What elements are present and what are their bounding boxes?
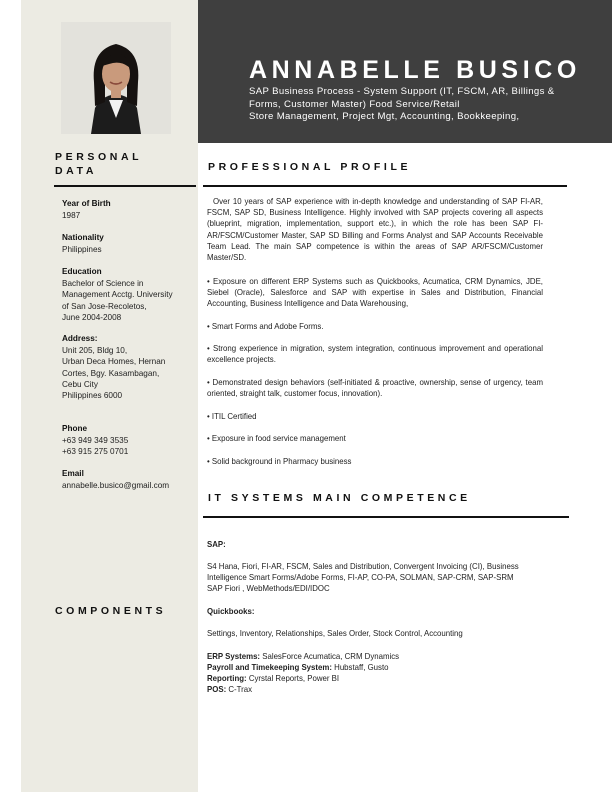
nationality-value: Philippines <box>62 245 102 254</box>
address-line: Urban Deca Homes, Hernan <box>62 357 166 367</box>
address-value <box>62 345 165 401</box>
profile-bullet: • ITIL Certified <box>207 412 257 421</box>
education-line: Bachelor of Science in <box>62 279 144 288</box>
payroll-value: Hubstaff, Gusto <box>331 663 389 672</box>
divider <box>203 516 569 518</box>
sap-label: SAP: <box>207 540 226 549</box>
payroll-label: Payroll and Timekeeping System: <box>207 663 332 672</box>
education-line: June 2004-2008 <box>62 312 122 322</box>
divider <box>54 185 196 187</box>
profile-bullet: • Exposure on different ERP Systems such as Quickbooks, Acumatica, CRM Dynamics, JDE, Siebel (Oracle), Salesforce and SAP with expertise in Sales and Distribution, Financial Accounting, Business Intelligence and Data Warehousing, <box>207 277 543 309</box>
pos-value: C-Trax <box>226 685 253 694</box>
pos-line <box>207 684 547 695</box>
education-line: Management Acctg. University <box>62 290 173 300</box>
phone-label: Phone <box>62 424 88 433</box>
address-line: Philippines 6000 <box>62 391 123 401</box>
erp-value: SalesForce Acumatica, CRM Dynamics <box>260 652 400 661</box>
it-competence-heading: IT SYSTEMS MAIN COMPETENCE <box>208 492 471 504</box>
sap-skills <box>207 561 547 595</box>
nationality-label: Nationality <box>62 233 104 242</box>
erp-systems-line <box>207 651 547 662</box>
headline-line: SAP Business Process - System Support (IT, FSCM, AR, Billings & Forms, Customer Master) Food Service/Retail <box>249 86 555 110</box>
year-of-birth-value: 1987 <box>62 211 81 220</box>
address-line: Cortes, Bgy. Kasambagan, <box>62 368 160 378</box>
phone-number: +63 949 349 3535 <box>62 436 129 445</box>
reporting-label: Reporting: <box>207 674 247 683</box>
profile-intro: Over 10 years of SAP experience with in-depth knowledge and understanding of SAP FI-AR, FSCM, SAP SD, Business Intelligence. Highly involved with SAP projects covering all aspects (blueprint, migration, implementation, support etc.), in which the role has been SAP FI-AR/FSCM/Customer Master, SAP SD Billing and Forms Analyst and SAP Accounts Receivable Team Lead. The main SAP competence is within the areas of SAP AR/FSCM/Customer Master/SD. <box>207 197 543 263</box>
profile-bullet: • Demonstrated design behaviors (self-initiated & proactive, ownership, sense of urgency, team oriented, straight talk, customer focus, innovation). <box>207 378 543 399</box>
education-value <box>62 278 173 323</box>
headline <box>249 86 579 124</box>
professional-profile-heading: PROFESSIONAL PROFILE <box>208 161 412 173</box>
profile-bullet: • Strong experience in migration, system integration, continuous improvement and operational excellence projects. <box>207 344 543 365</box>
phone-number: +63 915 275 0701 <box>62 447 129 457</box>
portrait-illustration <box>61 22 171 134</box>
profile-bullet: • Exposure in food service management <box>207 434 346 443</box>
divider <box>203 185 567 187</box>
quickbooks-label: Quickbooks: <box>207 607 255 616</box>
year-of-birth-label: Year of Birth <box>62 199 111 208</box>
sap-skill-line: S4 Hana, Fiori, FI-AR, FSCM, Sales and Distribution, Convergent Invoicing (CI), Business <box>207 562 519 571</box>
phone-value <box>62 435 128 458</box>
erp-label: ERP Systems: <box>207 652 261 661</box>
quickbooks-skills: Settings, Inventory, Relationships, Sales Order, Stock Control, Accounting <box>207 629 463 638</box>
personal-data-heading <box>55 150 142 178</box>
pos-label: POS: <box>207 685 227 694</box>
email-value: annabelle.busico@gmail.com <box>62 481 170 490</box>
profile-photo <box>61 22 171 134</box>
sap-skill-line: Intelligence Smart Forms/Adobe Forms, FI-AP, CO-PA, SOLMAN, SAP-CRM, SAP-SRM <box>207 573 514 583</box>
profile-bullet: • Solid background in Pharmacy business <box>207 457 352 466</box>
address-label: Address: <box>62 334 98 343</box>
sap-skill-line: SAP Fiori , WebMethods/EDI/IDOC <box>207 584 330 594</box>
heading-line: DATA <box>55 165 98 177</box>
address-line: Unit 205, Bldg 10, <box>62 346 128 355</box>
profile-bullet: • Smart Forms and Adobe Forms. <box>207 322 324 331</box>
education-line: of San Jose-Recoletos, <box>62 301 147 311</box>
reporting-line <box>207 673 547 684</box>
address-line: Cebu City <box>62 379 98 389</box>
heading-line: PERSONAL <box>55 151 143 163</box>
reporting-value: Cyrstal Reports, Power BI <box>246 674 340 683</box>
headline-line: Store Management, Project Mgt, Accounting, Bookkeeping, <box>249 111 520 123</box>
email-label: Email <box>62 469 84 478</box>
education-label: Education <box>62 267 102 276</box>
payroll-line <box>207 662 547 673</box>
components-heading: COMPONENTS <box>55 605 167 617</box>
candidate-name: ANNABELLE BUSICO <box>249 56 581 84</box>
